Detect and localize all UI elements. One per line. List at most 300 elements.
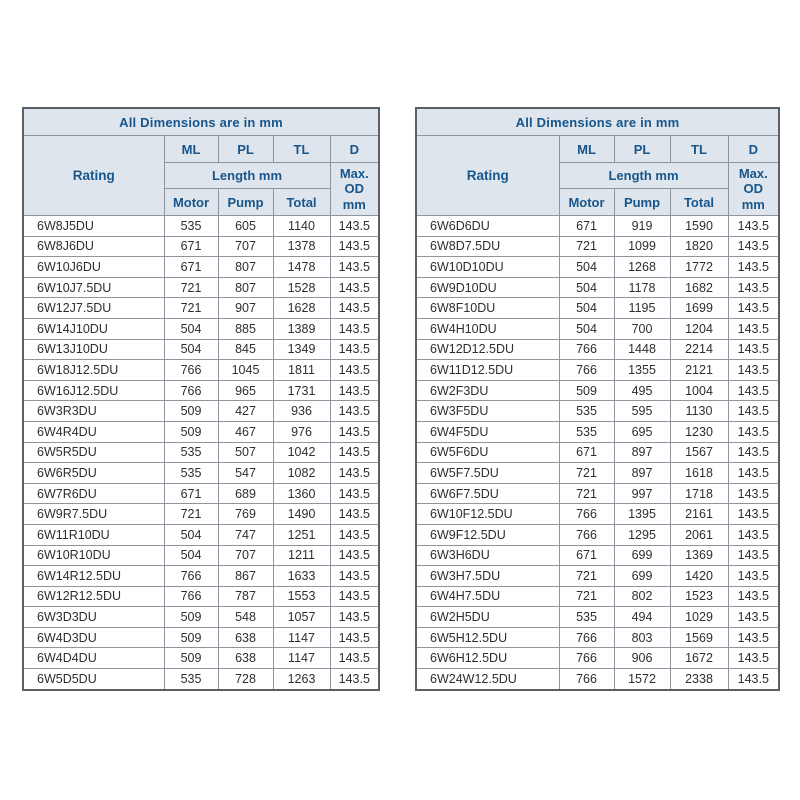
pump-length-cell: 769 — [218, 504, 273, 525]
pump-length-cell: 1195 — [614, 298, 670, 319]
table-row — [23, 586, 379, 607]
rating-cell: 6W14R12.5DU — [23, 566, 164, 587]
motor-length-cell: 509 — [164, 627, 218, 648]
pump-length-cell: 787 — [218, 586, 273, 607]
pump-length-cell: 638 — [218, 648, 273, 669]
max-od-cell: 143.5 — [330, 607, 379, 628]
pump-length-cell: 807 — [218, 277, 273, 298]
total-length-cell: 1140 — [273, 216, 330, 237]
total-length-cell: 2121 — [670, 360, 728, 381]
total-length-cell: 1633 — [273, 566, 330, 587]
motor-length-cell: 766 — [164, 360, 218, 381]
dimensions-table-left — [22, 107, 380, 691]
max-od-cell: 143.5 — [330, 627, 379, 648]
max-od-cell: 143.5 — [728, 318, 779, 339]
motor-length-cell: 721 — [559, 463, 614, 484]
total-length-cell: 1523 — [670, 586, 728, 607]
rating-cell: 6W2F3DU — [416, 380, 559, 401]
pump-length-cell: 1355 — [614, 360, 670, 381]
table-row — [416, 586, 779, 607]
motor-length-cell: 535 — [559, 401, 614, 422]
rating-cell: 6W5R5DU — [23, 442, 164, 463]
total-length-cell: 1682 — [670, 277, 728, 298]
pump-length-cell: 467 — [218, 421, 273, 442]
table-row — [23, 318, 379, 339]
max-od-cell: 143.5 — [728, 627, 779, 648]
max-od-cell: 143.5 — [330, 442, 379, 463]
table-row — [416, 463, 779, 484]
table-row — [416, 318, 779, 339]
table-row — [23, 442, 379, 463]
max-od-line: Max. — [738, 165, 768, 181]
column-header-ml: ML — [164, 136, 218, 163]
motor-length-cell: 766 — [164, 586, 218, 607]
total-length-cell: 1731 — [273, 380, 330, 401]
total-length-cell: 1230 — [670, 421, 728, 442]
pump-length-cell: 707 — [218, 236, 273, 257]
rating-cell: 6W8J6DU — [23, 236, 164, 257]
max-od-cell: 143.5 — [330, 586, 379, 607]
rating-cell: 6W9D10DU — [416, 277, 559, 298]
rating-cell: 6W16J12.5DU — [23, 380, 164, 401]
motor-length-cell: 504 — [164, 545, 218, 566]
table-row — [416, 504, 779, 525]
rating-cell: 6W6D6DU — [416, 216, 559, 237]
total-length-cell: 1718 — [670, 483, 728, 504]
total-length-cell: 1004 — [670, 380, 728, 401]
motor-length-cell: 509 — [164, 421, 218, 442]
pump-length-cell: 1395 — [614, 504, 670, 525]
max-od-cell: 143.5 — [330, 483, 379, 504]
motor-length-cell: 535 — [164, 216, 218, 237]
total-length-cell: 1490 — [273, 504, 330, 525]
motor-length-cell: 671 — [164, 236, 218, 257]
pump-length-cell: 845 — [218, 339, 273, 360]
motor-length-cell: 504 — [559, 298, 614, 319]
motor-length-cell: 504 — [559, 318, 614, 339]
rating-cell: 6W4D4DU — [23, 648, 164, 669]
max-od-cell: 143.5 — [728, 257, 779, 278]
motor-length-cell: 766 — [559, 627, 614, 648]
motor-length-cell: 504 — [164, 339, 218, 360]
max-od-cell: 143.5 — [728, 216, 779, 237]
column-header-ml: ML — [559, 136, 614, 163]
rating-cell: 6W4H7.5DU — [416, 586, 559, 607]
column-header-tl: TL — [670, 136, 728, 163]
total-length-cell: 1378 — [273, 236, 330, 257]
max-od-cell: 143.5 — [728, 483, 779, 504]
table-row — [416, 483, 779, 504]
motor-length-cell: 721 — [559, 586, 614, 607]
pump-length-cell: 867 — [218, 566, 273, 587]
max-od-cell: 143.5 — [330, 669, 379, 690]
max-od-cell: 143.5 — [330, 504, 379, 525]
total-length-cell: 1478 — [273, 257, 330, 278]
total-length-cell: 1628 — [273, 298, 330, 319]
pump-length-cell: 907 — [218, 298, 273, 319]
total-length-cell: 2161 — [670, 504, 728, 525]
pump-length-cell: 699 — [614, 566, 670, 587]
rating-cell: 6W10D10DU — [416, 257, 559, 278]
pump-length-cell: 699 — [614, 545, 670, 566]
motor-length-cell: 509 — [559, 380, 614, 401]
motor-length-cell: 766 — [559, 504, 614, 525]
rating-cell: 6W4R4DU — [23, 421, 164, 442]
rating-cell: 6W3F5DU — [416, 401, 559, 422]
column-header-pump: Pump — [218, 189, 273, 216]
pump-length-cell: 1178 — [614, 277, 670, 298]
table-row — [23, 545, 379, 566]
max-od-line: OD — [743, 181, 764, 197]
total-length-cell: 1820 — [670, 236, 728, 257]
max-od-cell: 143.5 — [728, 339, 779, 360]
total-length-cell: 1211 — [273, 545, 330, 566]
max-od-cell: 143.5 — [728, 298, 779, 319]
rating-cell: 6W9F12.5DU — [416, 524, 559, 545]
column-header-rating: Rating — [416, 136, 559, 216]
motor-length-cell: 766 — [559, 339, 614, 360]
pump-length-cell: 728 — [218, 669, 273, 690]
max-od-cell: 143.5 — [728, 524, 779, 545]
max-od-cell: 143.5 — [330, 318, 379, 339]
table-row — [416, 257, 779, 278]
table-row — [23, 339, 379, 360]
total-length-cell: 1147 — [273, 627, 330, 648]
motor-length-cell: 671 — [559, 216, 614, 237]
pump-length-cell: 803 — [614, 627, 670, 648]
table-row — [23, 401, 379, 422]
table-row — [23, 648, 379, 669]
pump-length-cell: 548 — [218, 607, 273, 628]
total-length-cell: 1553 — [273, 586, 330, 607]
rating-cell: 6W12R12.5DU — [23, 586, 164, 607]
motor-length-cell: 766 — [559, 524, 614, 545]
rating-cell: 6W18J12.5DU — [23, 360, 164, 381]
table-row — [416, 524, 779, 545]
rating-cell: 6W9R7.5DU — [23, 504, 164, 525]
table-row — [23, 483, 379, 504]
rating-cell: 6W5F6DU — [416, 442, 559, 463]
total-length-cell: 1590 — [670, 216, 728, 237]
pump-length-cell: 1295 — [614, 524, 670, 545]
rating-cell: 6W12J7.5DU — [23, 298, 164, 319]
total-length-cell: 1389 — [273, 318, 330, 339]
rating-cell: 6W5D5DU — [23, 669, 164, 690]
column-group-length-mm: Length mm — [164, 163, 330, 189]
max-od-cell: 143.5 — [728, 442, 779, 463]
table-title: All Dimensions are in mm — [23, 108, 379, 136]
pump-length-cell: 807 — [218, 257, 273, 278]
motor-length-cell: 535 — [164, 463, 218, 484]
total-length-cell: 1420 — [670, 566, 728, 587]
total-length-cell: 1251 — [273, 524, 330, 545]
column-header-d: D — [330, 136, 379, 163]
total-length-cell: 1029 — [670, 607, 728, 628]
motor-length-cell: 721 — [559, 483, 614, 504]
rating-cell: 6W8F10DU — [416, 298, 559, 319]
table-row — [23, 463, 379, 484]
pump-length-cell: 689 — [218, 483, 273, 504]
max-od-cell: 143.5 — [330, 463, 379, 484]
column-header-rating: Rating — [23, 136, 164, 216]
max-od-line: Max. — [339, 165, 369, 181]
rating-cell: 6W3R3DU — [23, 401, 164, 422]
rating-cell: 6W10J6DU — [23, 257, 164, 278]
pump-length-cell: 747 — [218, 524, 273, 545]
pump-length-cell: 906 — [614, 648, 670, 669]
table-row — [23, 669, 379, 690]
pump-length-cell: 802 — [614, 586, 670, 607]
total-length-cell: 2214 — [670, 339, 728, 360]
table-row — [416, 277, 779, 298]
table-row — [416, 360, 779, 381]
motor-length-cell: 766 — [559, 360, 614, 381]
pump-length-cell: 638 — [218, 627, 273, 648]
motor-length-cell: 721 — [164, 298, 218, 319]
dimensions-table-right — [415, 107, 780, 691]
table-row — [416, 669, 779, 690]
column-header-d: D — [728, 136, 779, 163]
column-header-motor: Motor — [164, 189, 218, 216]
motor-length-cell: 509 — [164, 401, 218, 422]
rating-cell: 6W3H7.5DU — [416, 566, 559, 587]
motor-length-cell: 509 — [164, 648, 218, 669]
table-row — [416, 627, 779, 648]
rating-cell: 6W4D3DU — [23, 627, 164, 648]
column-group-length-mm: Length mm — [559, 163, 728, 189]
motor-length-cell: 504 — [559, 257, 614, 278]
motor-length-cell: 535 — [164, 669, 218, 690]
table-row — [23, 277, 379, 298]
max-od-cell: 143.5 — [728, 236, 779, 257]
rating-cell: 6W5H12.5DU — [416, 627, 559, 648]
rating-cell: 6W5F7.5DU — [416, 463, 559, 484]
column-header-total: Total — [273, 189, 330, 216]
pump-length-cell: 695 — [614, 421, 670, 442]
column-header-pl: PL — [218, 136, 273, 163]
max-od-cell: 143.5 — [330, 339, 379, 360]
rating-cell: 6W6H12.5DU — [416, 648, 559, 669]
table-row — [416, 648, 779, 669]
motor-length-cell: 766 — [559, 648, 614, 669]
max-od-cell: 143.5 — [728, 360, 779, 381]
table-row — [416, 545, 779, 566]
max-od-cell: 143.5 — [330, 277, 379, 298]
rating-cell: 6W11R10DU — [23, 524, 164, 545]
rating-cell: 6W13J10DU — [23, 339, 164, 360]
total-length-cell: 1672 — [670, 648, 728, 669]
total-length-cell: 1811 — [273, 360, 330, 381]
max-od-line: OD — [344, 181, 365, 197]
pump-length-cell: 494 — [614, 607, 670, 628]
total-length-cell: 1569 — [670, 627, 728, 648]
pump-length-cell: 707 — [218, 545, 273, 566]
max-od-cell: 143.5 — [728, 504, 779, 525]
motor-length-cell: 671 — [164, 483, 218, 504]
max-od-cell: 143.5 — [728, 669, 779, 690]
column-header-max-od — [728, 163, 779, 216]
rating-cell: 6W7R6DU — [23, 483, 164, 504]
max-od-cell: 143.5 — [330, 524, 379, 545]
motor-length-cell: 721 — [164, 504, 218, 525]
total-length-cell: 1772 — [670, 257, 728, 278]
table-row — [23, 504, 379, 525]
total-length-cell: 1360 — [273, 483, 330, 504]
table-row — [416, 298, 779, 319]
table-row — [23, 257, 379, 278]
total-length-cell: 1618 — [670, 463, 728, 484]
column-header-tl: TL — [273, 136, 330, 163]
pump-length-cell: 1448 — [614, 339, 670, 360]
max-od-cell: 143.5 — [330, 236, 379, 257]
max-od-cell: 143.5 — [330, 545, 379, 566]
total-length-cell: 1528 — [273, 277, 330, 298]
max-od-cell: 143.5 — [330, 648, 379, 669]
total-length-cell: 1263 — [273, 669, 330, 690]
max-od-cell: 143.5 — [728, 607, 779, 628]
column-header-pump: Pump — [614, 189, 670, 216]
motor-length-cell: 766 — [559, 669, 614, 690]
max-od-cell: 143.5 — [330, 421, 379, 442]
table-row — [23, 627, 379, 648]
pump-length-cell: 547 — [218, 463, 273, 484]
pump-length-cell: 427 — [218, 401, 273, 422]
table-row — [23, 236, 379, 257]
rating-cell: 6W24W12.5DU — [416, 669, 559, 690]
table-row — [416, 236, 779, 257]
table-row — [23, 216, 379, 237]
motor-length-cell: 535 — [559, 607, 614, 628]
table-row — [23, 566, 379, 587]
motor-length-cell: 721 — [559, 566, 614, 587]
pump-length-cell: 507 — [218, 442, 273, 463]
max-od-line: mm — [342, 196, 366, 212]
total-length-cell: 1057 — [273, 607, 330, 628]
pump-length-cell: 1099 — [614, 236, 670, 257]
total-length-cell: 1130 — [670, 401, 728, 422]
total-length-cell: 1082 — [273, 463, 330, 484]
rating-cell: 6W10R10DU — [23, 545, 164, 566]
table-row — [23, 380, 379, 401]
pump-length-cell: 595 — [614, 401, 670, 422]
motor-length-cell: 671 — [559, 545, 614, 566]
rating-cell: 6W3H6DU — [416, 545, 559, 566]
table-row — [23, 298, 379, 319]
motor-length-cell: 504 — [164, 318, 218, 339]
table-row — [23, 360, 379, 381]
table-row — [416, 380, 779, 401]
motor-length-cell: 671 — [559, 442, 614, 463]
rating-cell: 6W8D7.5DU — [416, 236, 559, 257]
max-od-cell: 143.5 — [728, 545, 779, 566]
max-od-cell: 143.5 — [330, 298, 379, 319]
pump-length-cell: 897 — [614, 442, 670, 463]
pump-length-cell: 495 — [614, 380, 670, 401]
pump-length-cell: 897 — [614, 463, 670, 484]
table-row — [416, 607, 779, 628]
total-length-cell: 1567 — [670, 442, 728, 463]
motor-length-cell: 721 — [164, 277, 218, 298]
max-od-cell: 143.5 — [728, 586, 779, 607]
column-header-pl: PL — [614, 136, 670, 163]
motor-length-cell: 535 — [164, 442, 218, 463]
column-header-motor: Motor — [559, 189, 614, 216]
table-title: All Dimensions are in mm — [416, 108, 779, 136]
max-od-cell: 143.5 — [728, 401, 779, 422]
column-header-total: Total — [670, 189, 728, 216]
pump-length-cell: 605 — [218, 216, 273, 237]
rating-cell: 6W3D3DU — [23, 607, 164, 628]
rating-cell: 6W6R5DU — [23, 463, 164, 484]
pump-length-cell: 965 — [218, 380, 273, 401]
rating-cell: 6W4F5DU — [416, 421, 559, 442]
rating-cell: 6W8J5DU — [23, 216, 164, 237]
rating-cell: 6W11D12.5DU — [416, 360, 559, 381]
rating-cell: 6W10J7.5DU — [23, 277, 164, 298]
total-length-cell: 1204 — [670, 318, 728, 339]
total-length-cell: 1147 — [273, 648, 330, 669]
max-od-cell: 143.5 — [728, 463, 779, 484]
column-header-max-od — [330, 163, 379, 216]
rating-cell: 6W10F12.5DU — [416, 504, 559, 525]
total-length-cell: 2061 — [670, 524, 728, 545]
pump-length-cell: 919 — [614, 216, 670, 237]
table-row — [416, 339, 779, 360]
table-row — [416, 401, 779, 422]
rating-cell: 6W6F7.5DU — [416, 483, 559, 504]
total-length-cell: 936 — [273, 401, 330, 422]
motor-length-cell: 504 — [164, 524, 218, 545]
total-length-cell: 2338 — [670, 669, 728, 690]
table-row — [23, 524, 379, 545]
rating-cell: 6W14J10DU — [23, 318, 164, 339]
total-length-cell: 976 — [273, 421, 330, 442]
pump-length-cell: 700 — [614, 318, 670, 339]
table-row — [416, 566, 779, 587]
rating-cell: 6W12D12.5DU — [416, 339, 559, 360]
pump-length-cell: 1268 — [614, 257, 670, 278]
max-od-cell: 143.5 — [728, 277, 779, 298]
total-length-cell: 1369 — [670, 545, 728, 566]
table-row — [416, 421, 779, 442]
max-od-cell: 143.5 — [330, 401, 379, 422]
max-od-cell: 143.5 — [330, 257, 379, 278]
rating-cell: 6W4H10DU — [416, 318, 559, 339]
motor-length-cell: 509 — [164, 607, 218, 628]
pump-length-cell: 997 — [614, 483, 670, 504]
motor-length-cell: 766 — [164, 380, 218, 401]
pump-length-cell: 1572 — [614, 669, 670, 690]
table-row — [416, 442, 779, 463]
max-od-cell: 143.5 — [330, 566, 379, 587]
max-od-cell: 143.5 — [728, 380, 779, 401]
max-od-line: mm — [741, 196, 765, 212]
table-row — [23, 607, 379, 628]
max-od-cell: 143.5 — [330, 380, 379, 401]
motor-length-cell: 721 — [559, 236, 614, 257]
max-od-cell: 143.5 — [728, 648, 779, 669]
motor-length-cell: 766 — [164, 566, 218, 587]
total-length-cell: 1349 — [273, 339, 330, 360]
pump-length-cell: 1045 — [218, 360, 273, 381]
max-od-cell: 143.5 — [330, 216, 379, 237]
motor-length-cell: 671 — [164, 257, 218, 278]
motor-length-cell: 535 — [559, 421, 614, 442]
motor-length-cell: 504 — [559, 277, 614, 298]
total-length-cell: 1699 — [670, 298, 728, 319]
max-od-cell: 143.5 — [728, 566, 779, 587]
rating-cell: 6W2H5DU — [416, 607, 559, 628]
